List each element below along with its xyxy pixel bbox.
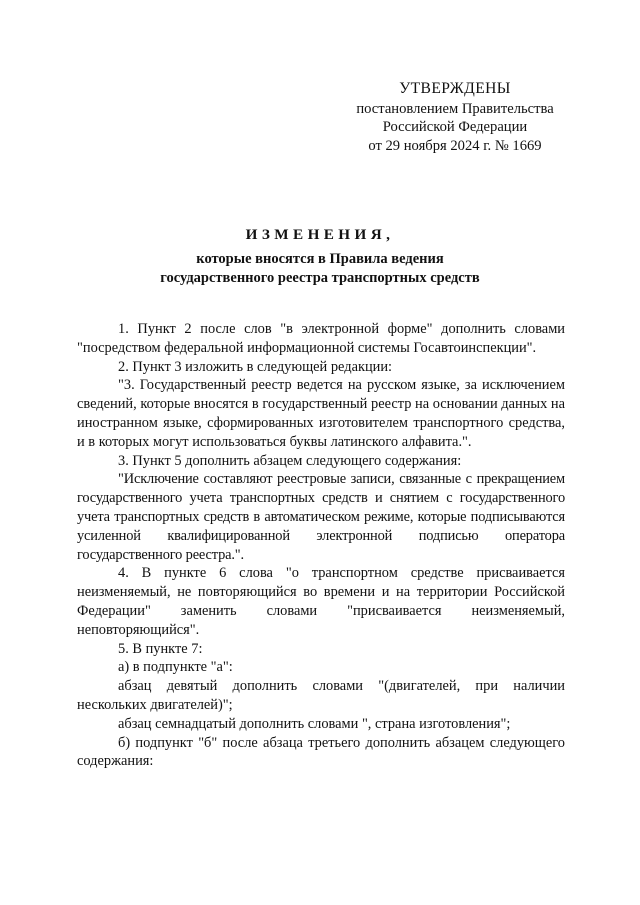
paragraph-11: б) подпункт "б" после абзаца третьего дополнить абзацем следующего содержания: (77, 734, 565, 770)
paragraph-3: "3. Государственный реестр ведется на русском языке, за исключением сведений, которые вносятся в государственный реестр на основании данных на иностранном языке, сформированных изготовителем транспортного средства, и в которых могут использоваться буквы латинского алфавита.". (77, 377, 565, 450)
paragraph-5: "Исключение составляют реестровые записи, связанные с прекращением государственного учета транспортных средств и снятием с государственного учета транспортных средств в автоматическом режиме, которые подписываются усиленной квалифицированной электронной подписью оператора государственного реестра.". (77, 471, 565, 563)
paragraph-2: 2. Пункт 3 изложить в следующей редакции: (118, 358, 393, 375)
subtitle-line-1: которые вносятся в Правила ведения (196, 251, 444, 267)
paragraph-7: 5. В пункте 7: (118, 640, 203, 657)
approval-heading: УТВЕРЖДЕНЫ (399, 80, 511, 97)
subtitle-line-2: государственного реестра транспортных средств (160, 269, 480, 286)
approval-line-2: Российской Федерации (382, 119, 528, 136)
document-title: ИЗМЕНЕНИЯ, (245, 226, 395, 243)
paragraph-8: а) в подпункте "а": (118, 659, 233, 676)
paragraph-4: 3. Пункт 5 дополнить абзацем следующего содержания: (118, 452, 462, 469)
approval-block (300, 80, 610, 155)
paragraph-6: 4. В пункте 6 слова "о транспортном средстве присваивается неизменяемый, не повторяющийся во времени и на территории Российской Федерации" заменить словами "присваивается неизменяемый, неповторяющийся". (77, 565, 565, 638)
document-body (77, 320, 565, 771)
approval-line-3: от 29 ноября 2024 г. № 1669 (368, 137, 542, 154)
document-subtitle (100, 250, 540, 288)
approval-line-1: постановлением Правительства (356, 100, 554, 117)
paragraph-9: абзац девятый дополнить словами "(двигателей, при наличии нескольких двигателей)"; (77, 678, 565, 713)
paragraph-1: 1. Пункт 2 после слов "в электронной форме" дополнить словами "посредством федеральной информационной системы Госавтоинспекции". (77, 321, 565, 356)
paragraph-10: абзац семнадцатый дополнить словами ", страна изготовления"; (118, 715, 511, 732)
